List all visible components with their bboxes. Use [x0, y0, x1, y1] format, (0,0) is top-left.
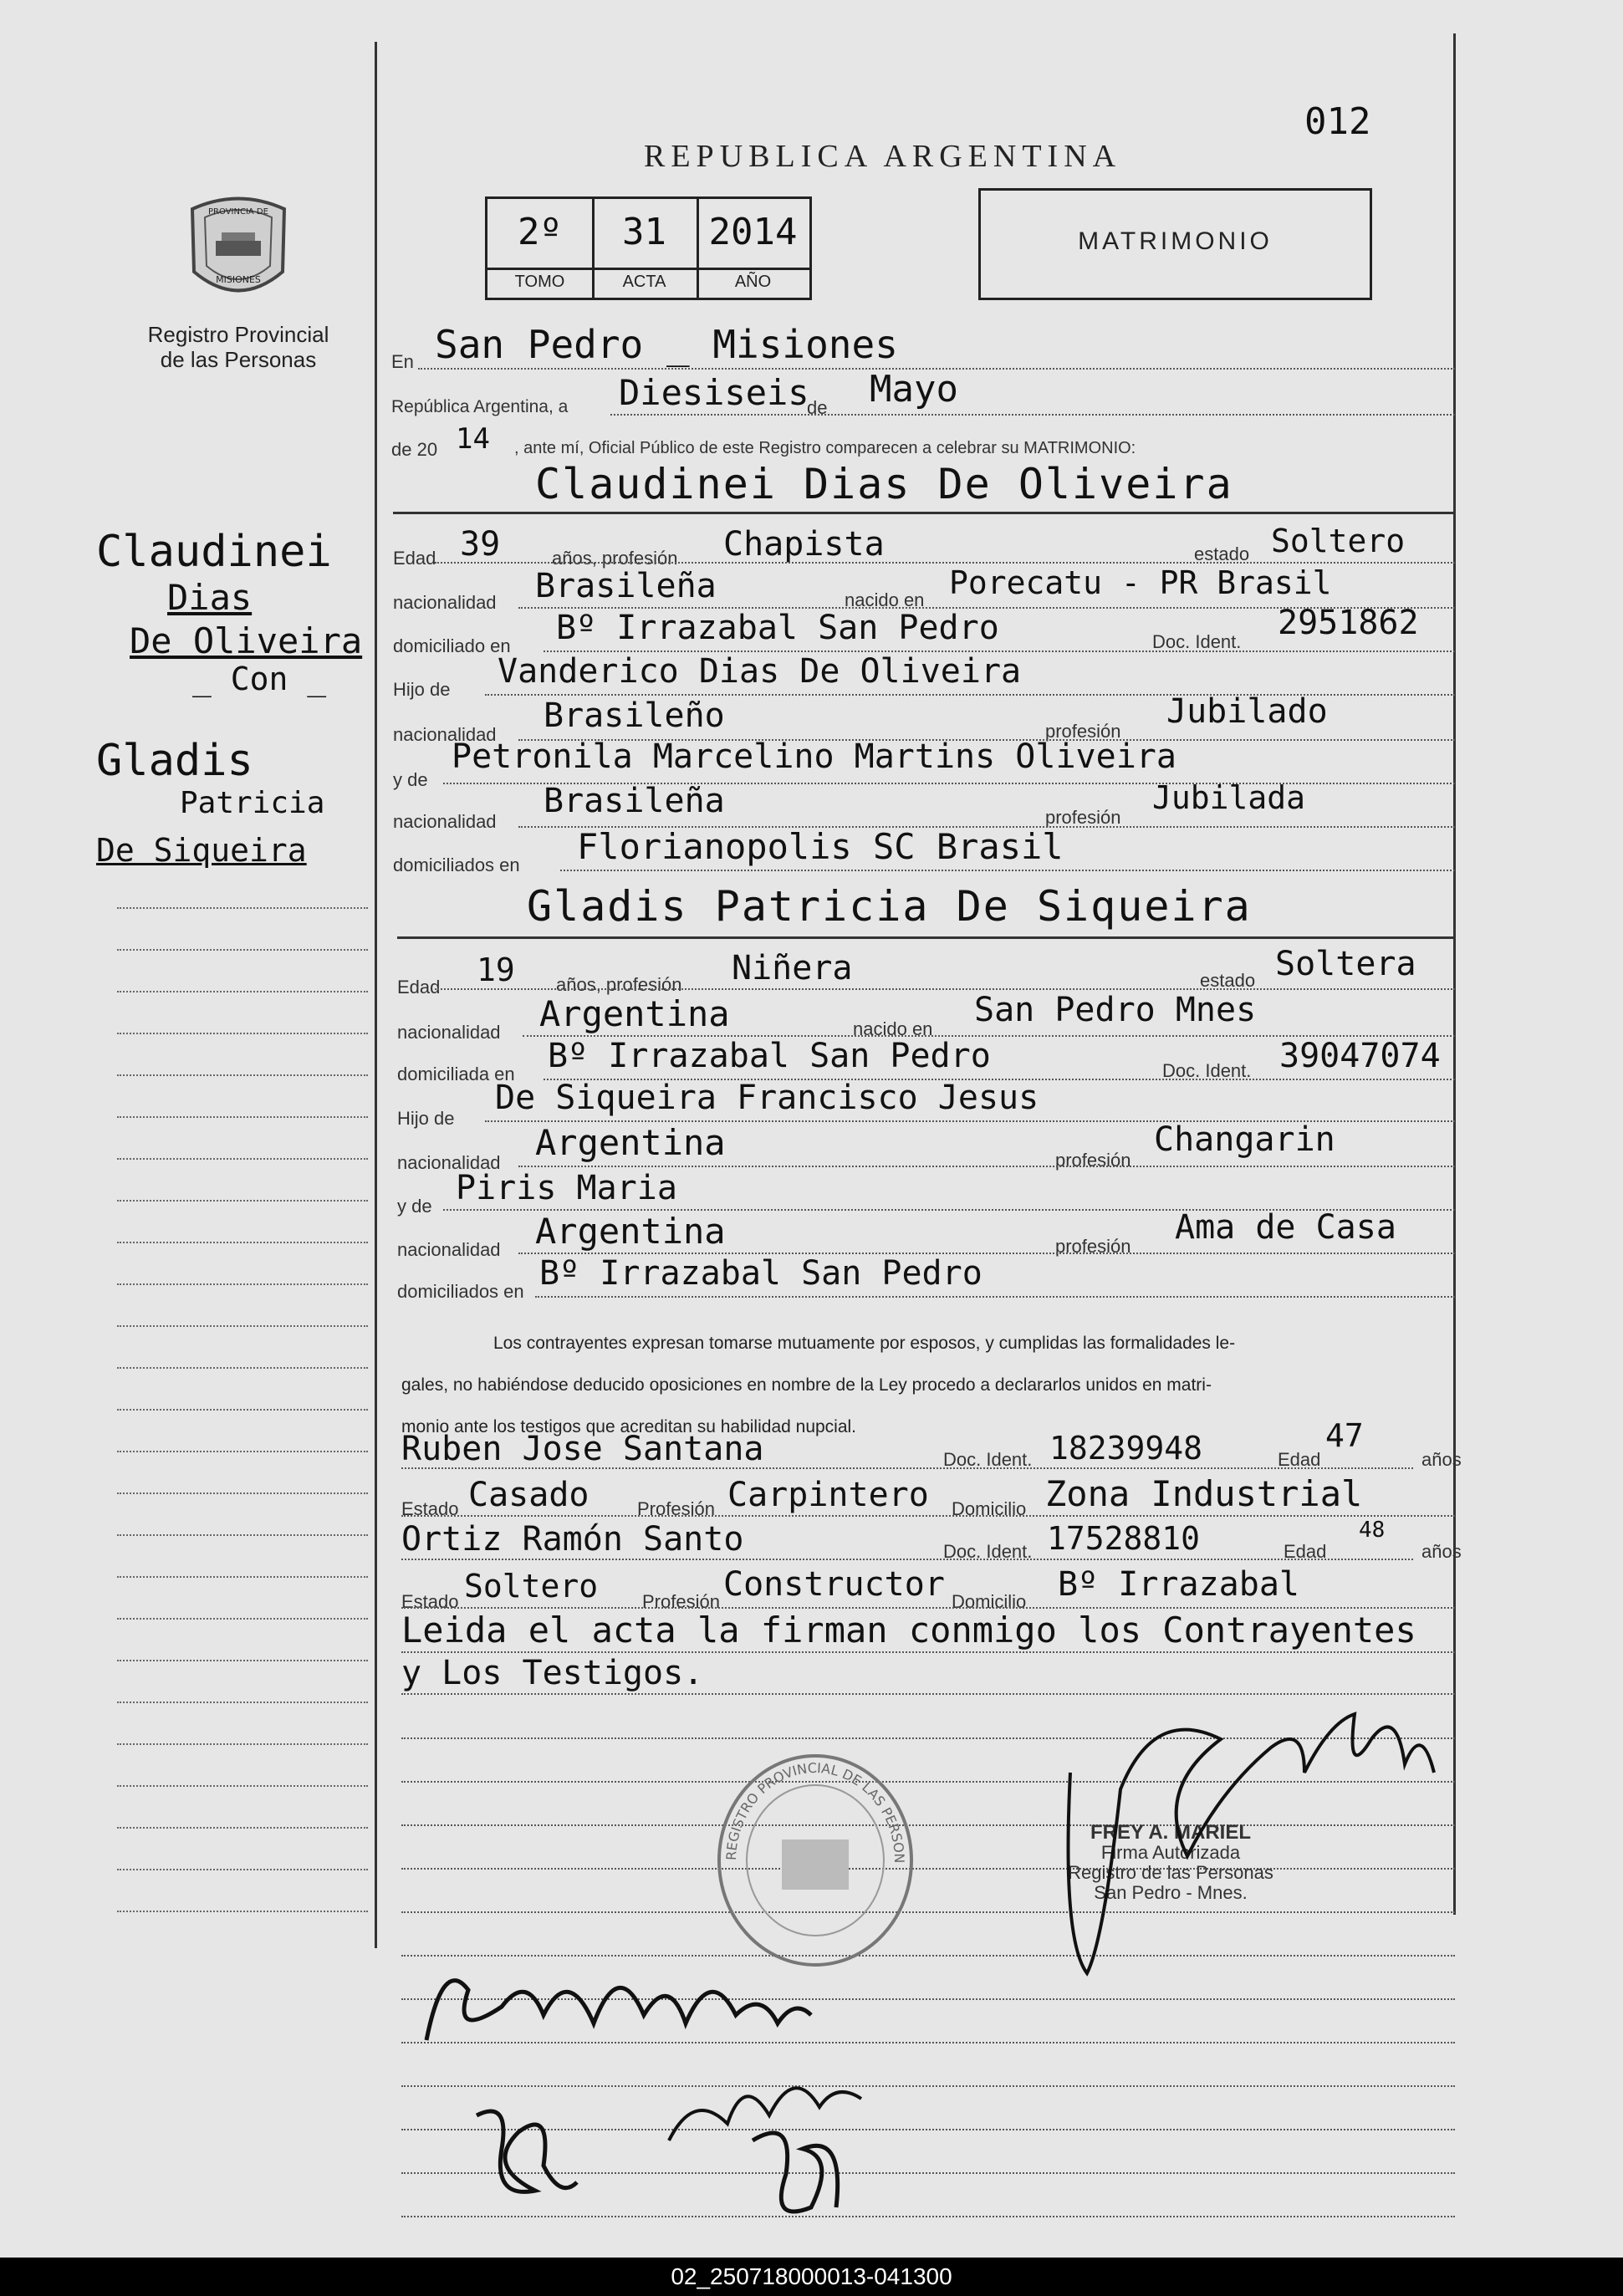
bride-father-nationality: Argentina	[535, 1122, 726, 1163]
witness2-doc-number: 17528810	[1047, 1520, 1201, 1557]
groom-father-prof-label: profesión	[1045, 721, 1121, 742]
margin-line2: Dias	[167, 577, 253, 618]
registry-name-line2: de las Personas	[160, 347, 317, 372]
witness1-doc-number: 18239948	[1049, 1430, 1203, 1467]
record-box	[485, 196, 812, 300]
witness2-anios-label: años	[1421, 1541, 1462, 1562]
day-value: Diesiseis	[619, 372, 809, 413]
margin-line6: Patricia	[180, 786, 325, 820]
groom-yde-label: y de	[393, 769, 428, 790]
bride-signature-icon	[460, 2090, 585, 2216]
svg-text:MISIONES: MISIONES	[216, 274, 261, 285]
bride-estado-label: estado	[1200, 970, 1256, 991]
declaration-line1: Los contrayentes expresan tomarse mutuamente por esposos, y cumplidas las formalidades le-	[493, 1334, 1236, 1353]
official-name: FREY A. MARIEL	[1090, 1821, 1251, 1844]
groom-father-nat-label: nacionalidad	[393, 724, 497, 745]
bride-doc-number: 39047074	[1279, 1037, 1441, 1075]
witness2-signature	[736, 2107, 853, 2232]
groom-parents-address: Florianopolis SC Brasil	[577, 826, 1064, 867]
bride-father-profession: Changarin	[1154, 1120, 1335, 1159]
act-type-box	[978, 188, 1372, 300]
bride-mother-profession: Ama de Casa	[1175, 1208, 1396, 1247]
bride-father-prof-label: profesión	[1055, 1150, 1131, 1171]
intro-text: , ante mí, Oficial Público de este Registro comparecen a celebrar su MATRIMONIO:	[514, 439, 1136, 457]
groom-anios-label: años, profesión	[552, 548, 678, 569]
witness1-age: 47	[1325, 1417, 1364, 1454]
groom-father-nationality: Brasileño	[544, 696, 725, 735]
groom-nacido-label: nacido en	[845, 589, 925, 610]
margin-line3: De Oliveira	[130, 620, 363, 661]
witness1-edad-label: Edad	[1278, 1449, 1321, 1470]
witness1-prof-label: Profesión	[637, 1498, 715, 1519]
margin-line5: Gladis	[96, 736, 253, 786]
witness1-name: Ruben Jose Santana	[401, 1430, 764, 1468]
bride-father-nat-label: nacionalidad	[397, 1152, 501, 1173]
groom-address: Bº Irrazabal San Pedro	[556, 609, 999, 647]
witness1-anios-label: años	[1421, 1449, 1462, 1470]
groom-hijo-label: Hijo de	[393, 679, 451, 700]
closing-line1: Leida el acta la firman conmigo los Contrayentes	[401, 1610, 1416, 1651]
margin-line4: _ Con _	[192, 661, 327, 697]
witness2-edad-label: Edad	[1284, 1541, 1327, 1562]
official-line3: Registro de las Personas	[1068, 1862, 1273, 1883]
bride-edad-label: Edad	[397, 977, 441, 997]
year-suffix: 14	[456, 422, 490, 456]
bride-marital-status: Soltera	[1275, 945, 1416, 983]
witness1-doc-label: Doc. Ident.	[943, 1449, 1033, 1470]
margin-line1: Claudinei	[96, 527, 332, 577]
witness2-prof-label: Profesión	[642, 1591, 720, 1612]
witness1-dom-label: Domicilio	[952, 1498, 1027, 1519]
bride-dom-label: domiciliada en	[397, 1064, 515, 1084]
official-signature	[1054, 1689, 1438, 1998]
closing-line2: y Los Testigos.	[401, 1654, 704, 1692]
republica-label: República Argentina, a	[391, 397, 569, 416]
bride-age: 19	[477, 952, 515, 988]
bride-parents-dom-label: domiciliados en	[397, 1281, 524, 1302]
official-line4: San Pedro - Mnes.	[1094, 1882, 1248, 1903]
year-prefix: de 20	[391, 439, 438, 460]
groom-signature-icon	[418, 1940, 819, 2057]
groom-signature	[418, 1940, 819, 2057]
anio-label: AÑO	[734, 273, 772, 291]
groom-marital-status: Soltero	[1271, 523, 1406, 559]
acta-label: ACTA	[622, 273, 666, 291]
groom-age: 39	[460, 525, 501, 564]
witness2-doc-label: Doc. Ident.	[943, 1541, 1033, 1562]
official-signature-icon	[1054, 1689, 1438, 1998]
official-line2: Firma Autorizada	[1100, 1842, 1241, 1863]
groom-mother-prof-label: profesión	[1045, 807, 1121, 828]
groom-father-profession: Jubilado	[1166, 692, 1328, 731]
bride-anios-label: años, profesión	[556, 974, 682, 995]
witness2-age: 48	[1359, 1518, 1386, 1543]
registry-name-line1: Registro Provincial	[147, 322, 329, 347]
place-value: San Pedro _ Misiones	[435, 322, 898, 367]
bride-doc-label: Doc. Ident.	[1162, 1060, 1252, 1081]
registry-name	[125, 322, 351, 372]
groom-mother-nat-label: nacionalidad	[393, 811, 497, 832]
witness2-status: Soltero	[464, 1568, 599, 1605]
month-value: Mayo	[870, 368, 958, 411]
bride-mother-prof-label: profesión	[1055, 1236, 1131, 1257]
groom-estado-label: estado	[1194, 543, 1250, 564]
bride-mother-nationality: Argentina	[535, 1211, 726, 1252]
groom-mother-name: Petronila Marcelino Martins Oliveira	[452, 737, 1176, 776]
bride-profession: Niñera	[732, 949, 853, 987]
groom-mother-nationality: Brasileña	[544, 782, 725, 820]
right-frame-line	[1453, 33, 1456, 1915]
bride-hijo-label: Hijo de	[397, 1108, 455, 1129]
tomo-label: TOMO	[514, 273, 565, 291]
witness1-address: Zona Industrial	[1045, 1473, 1363, 1514]
bride-parents-address: Bº Irrazabal San Pedro	[539, 1254, 982, 1293]
bride-mother-name: Piris Maria	[456, 1169, 677, 1207]
groom-mother-profession: Jubilada	[1152, 779, 1306, 816]
margin-line7: De Siqueira	[96, 832, 307, 869]
tomo-value: 2º	[518, 211, 562, 253]
country-heading: REPUBLICA ARGENTINA	[644, 139, 1122, 174]
declaration-line2: gales, no habiéndose deducido oposiciones en nombre de la Ley procedo a declararlos unidos en matri-	[401, 1375, 1212, 1395]
registry-seal	[184, 192, 293, 309]
bride-signature	[460, 2090, 585, 2216]
groom-doc-label: Doc. Ident.	[1152, 631, 1242, 652]
en-label: En	[391, 351, 414, 372]
bride-address: Bº Irrazabal San Pedro	[548, 1037, 991, 1075]
anio-value: 2014	[708, 211, 798, 253]
de-label: de	[807, 397, 828, 418]
witness2-address: Bº Irrazabal	[1058, 1565, 1299, 1604]
groom-edad-label: Edad	[393, 548, 436, 569]
svg-text:REGISTRO PROVINCIAL DE LAS PER: REGISTRO PROVINCIAL DE LAS PERSON	[722, 1759, 908, 1864]
seal-icon	[184, 192, 293, 309]
bride-birthplace: San Pedro Mnes	[974, 991, 1257, 1029]
witness2-name: Ortiz Ramón Santo	[401, 1520, 744, 1559]
groom-parents-dom-label: domiciliados en	[393, 855, 520, 875]
groom-doc-number: 2951862	[1278, 604, 1419, 642]
groom-nat-label: nacionalidad	[393, 592, 497, 613]
witness2-dom-label: Domicilio	[952, 1591, 1027, 1612]
footer-id: 02_250718000013-041300	[0, 2258, 1623, 2296]
acta-value: 31	[622, 211, 666, 253]
groom-birthplace: Porecatu - PR Brasil	[949, 564, 1332, 601]
bride-name: Gladis Patricia De Siqueira	[527, 882, 1252, 931]
groom-dom-label: domiciliado en	[393, 635, 511, 656]
bride-nacido-label: nacido en	[853, 1018, 933, 1039]
act-type: MATRIMONIO	[1078, 227, 1273, 255]
declaration-line3: monio ante los testigos que acreditan su habilidad nupcial.	[401, 1417, 857, 1436]
witness2-signature-icon	[736, 2107, 853, 2232]
groom-profession: Chapista	[723, 525, 885, 564]
bride-nat-label: nacionalidad	[397, 1022, 501, 1043]
witness2-estado-label: Estado	[401, 1591, 459, 1612]
groom-name: Claudinei Dias De Oliveira	[535, 460, 1233, 508]
witness1-estado-label: Estado	[401, 1498, 459, 1519]
left-frame-line	[375, 42, 377, 1948]
groom-nationality: Brasileña	[535, 567, 717, 605]
witness1-status: Casado	[468, 1476, 589, 1514]
bride-mother-nat-label: nacionalidad	[397, 1239, 501, 1260]
svg-text:PROVINCIA DE: PROVINCIA DE	[208, 207, 268, 217]
bride-father-name: De Siqueira Francisco Jesus	[495, 1079, 1039, 1117]
page-number: 012	[1304, 100, 1371, 143]
groom-father-name: Vanderico Dias De Oliveira	[498, 652, 1022, 691]
witness1-profession: Carpintero	[727, 1476, 929, 1514]
bride-nationality: Argentina	[539, 993, 730, 1034]
witness2-profession: Constructor	[723, 1565, 945, 1604]
bride-yde-label: y de	[397, 1196, 432, 1217]
